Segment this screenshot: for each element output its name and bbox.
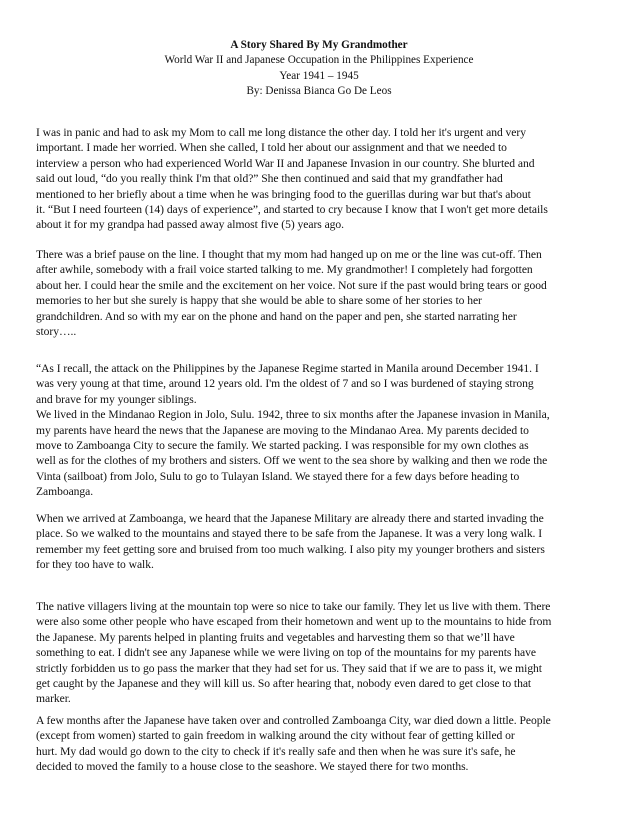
paragraph-1 [36,125,616,233]
paragraph-line: and brave for my younger siblings. [36,392,197,406]
document-years: Year 1941 – 1945 [279,69,359,82]
paragraph-line: my parents have heard the news that the Japanese are moving to the Mindanao Area. My parents decided to [36,423,529,437]
paragraph-line: remember my feet getting sore and bruised from too much walking. I also pity my younger brothers and sisters [36,542,545,556]
paragraph-line: get caught by the Japanese and they will kill us. So after hearing that, nobody even dared to get close to that [36,677,532,691]
paragraph-line: decided to moved the family to a house close to the seashore. We stayed there for two months. [36,760,469,774]
document-title: A Story Shared By My Grandmother [230,39,408,51]
paragraph-line: for they too have to walk. [36,558,154,572]
paragraph-line: I was in panic and had to ask my Mom to call me long distance the other day. I told her it's urgent and very [36,126,526,139]
paragraph-line: When we arrived at Zamboanga, we heard that the Japanese Military are already there and started invading the [36,512,544,525]
paragraph-line: “As I recall, the attack on the Philippines by the Japanese Regime started in Manila around December 1941. I [36,362,539,375]
paragraph-line: strictly forbidden us to go pass the marker that they had set for us. They said that if we are to pass it, we might [36,661,542,675]
paragraph-line: Vinta (sailboat) from Jolo, Sulu to go to Tulayan Island. We stayed there for a few days before heading to [36,469,520,483]
document-subtitle: World War II and Japanese Occupation in the Philippines Experience [164,54,474,67]
paragraph-line: said out loud, “do you really think I'm that old?” She then continued and said that my grandfather had [36,172,503,186]
paragraph-line: memories to her but she surely is happy that she would be able to share some of her stories to her [36,294,482,308]
paragraph-4 [36,511,616,573]
document-header [0,38,638,99]
paragraph-line: were also some other people who have escaped from their hometown and went up to the mountains to hide from [36,615,552,629]
paragraph-line: well as for the clothes of my brothers and sisters. Off we went to the sea shore by walking and then we rode the [36,454,548,468]
paragraph-line: about it for my grandpa had passed away almost five (5) years ago. [36,218,345,232]
paragraph-3 [36,361,616,500]
paragraph-line: it. “But I need fourteen (14) days of experience”, and started to cry because I know that I won't get more details [36,203,548,217]
paragraph-6 [36,713,616,775]
document-byline: By: Denissa Bianca Go De Leos [246,84,392,97]
paragraph-line: about her. I could hear the smile and the excitement on her voice. Not sure if the past would bring tears or good [36,278,547,292]
paragraph-line: story….. [36,325,77,339]
paragraph-line: The native villagers living at the mountain top were so nice to take our family. They let us live with them. There [36,600,551,613]
paragraph-line: the Japanese. My parents helped in planting fruits and vegetables and harvesting them so that we’ll have [36,630,515,644]
paragraph-line: move to Zamboanga City to secure the family. We started packing. I was responsible for my own clothes as [36,439,529,453]
paragraph-5 [36,599,616,707]
paragraph-line: There was a brief pause on the line. I thought that my mom had hanged up on me or the line was cut-off. Then [36,248,542,261]
paragraph-2 [36,247,616,339]
paragraph-line: (except from women) started to gain freedom in walking around the city without fear of getting killed or [36,729,515,743]
paragraph-line: Zamboanga. [36,485,94,499]
paragraph-line: marker. [36,692,71,706]
paragraph-line: something to eat. I didn't see any Japanese while we were living on top of the mountains for my parents have [36,646,536,660]
paragraph-line: hurt. My dad would go down to the city to check if it's really safe and then when he was sure it's safe, he [36,744,516,758]
paragraph-line: interview a person who had experienced World War II and Japanese Invasion in our country. She blurted and [36,156,535,170]
paragraph-line: after awhile, somebody with a frail voice started talking to me. My grandmother! I completely had forgotten [36,263,533,277]
paragraph-line: grandchildren. And so with my ear on the phone and hand on the paper and pen, she started narrating her [36,309,517,323]
paragraph-line: We lived in the Mindanao Region in Jolo, Sulu. 1942, three to six months after the Japanese invasion in Manila, [36,408,550,422]
paragraph-line: mentioned to her briefly about a time when he was bringing food to the guerillas during war but that's about [36,187,531,201]
paragraph-line: A few months after the Japanese have taken over and controlled Zamboanga City, war died down a little. People [36,714,551,727]
paragraph-line: important. I made her worried. When she called, I told her about our assignment and that we needed to [36,141,507,155]
paragraph-line: place. So we walked to the mountains and stayed there to be safe from the Japanese. It was a very long walk. I [36,527,543,541]
paragraph-line: was very young at that time, around 12 years old. I'm the oldest of 7 and so I was burdened of staying strong [36,377,534,391]
